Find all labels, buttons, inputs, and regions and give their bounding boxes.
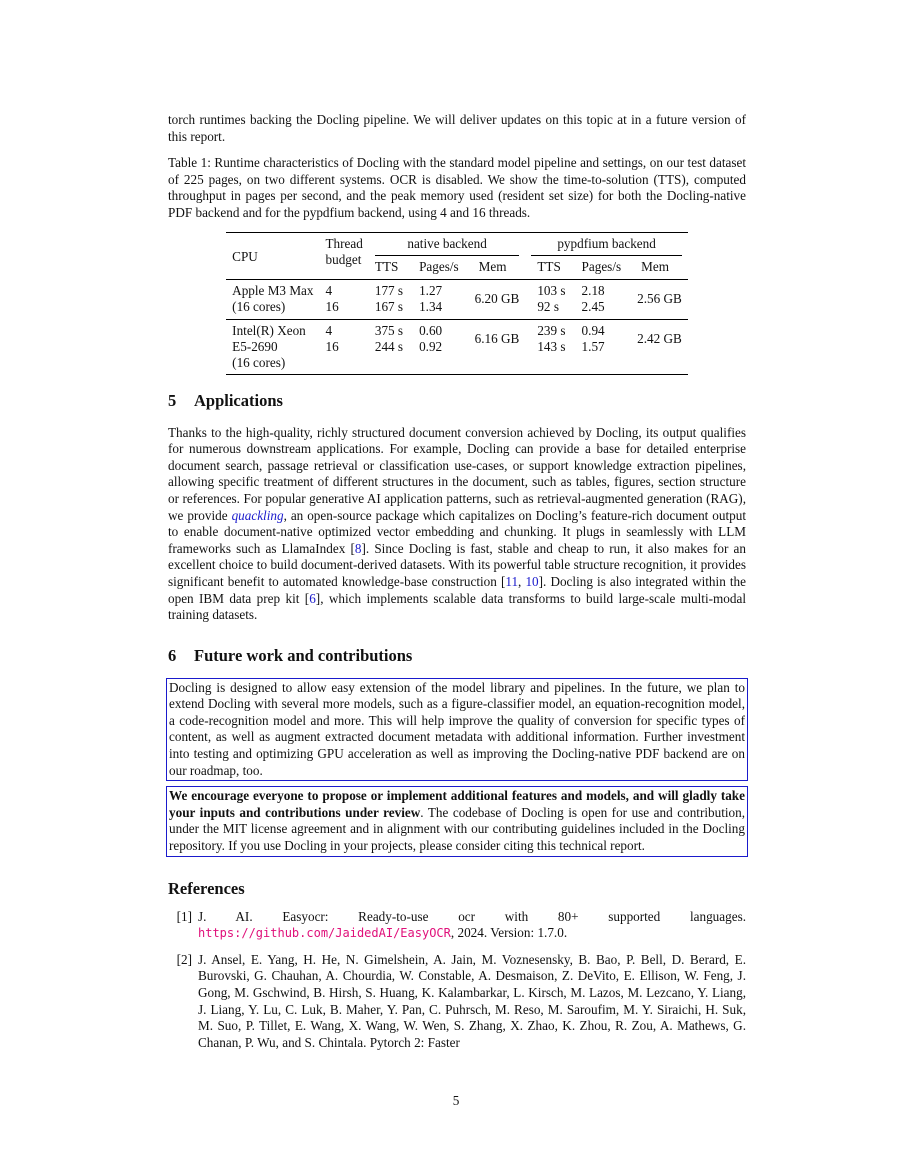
row-cpu: Intel(R) Xeon E5-2690 (16 cores): [232, 322, 306, 370]
row-native-tts: 177 s 167 s: [374, 282, 404, 314]
subheader-py-tts: TTS: [537, 258, 561, 274]
quackling-link[interactable]: quackling: [231, 507, 284, 523]
section-heading-applications: [168, 391, 746, 411]
reference-text: J. Ansel, E. Yang, H. He, N. Gimelshein, A. Jain, M. Voznesensky, B. Bao, P. Bell, D. Berard, E. Burovski, G. Chauhan, A. Chourdia, W. Constable, A. Desmaison, Z. DeVito, E. Ellison, W. Feng, J. Gong, M. Gschwind, B. Hirsh, S. Huang, K. Kalambarkar, L. Kirsch, M. Lazos, M. Lezcano, Y. Liang, J. Liang, Y. Lu, C. Luk, B. Maher, Y. Pan, C. Puhrsch, M. Reso, M. Saroufim, M. Y. Siraichi, H. Suk, M. Suo, P. Tillet, E. Wang, X. Wang, W. Wen, S. Zhang, X. Zhao, K. Zhou, R. Zou, A. Mathews, G. Chanan, P. Wu, and S. Chintala. Pytorch 2: Faster: [198, 951, 746, 1050]
citation-link[interactable]: 10: [525, 573, 539, 589]
subheader-native-pages: Pages/s: [419, 258, 459, 274]
header-native-backend: native backend: [369, 232, 525, 256]
row-native-pages: 0.60 0.92: [419, 322, 443, 354]
reference-text: J. AI. Easyocr: Ready-to-use ocr with 80+ supported languages. https://github.com/JaidedAI/EasyOCR, 2024. Version: 1.7.0.: [198, 908, 746, 941]
section-title: Applications: [194, 390, 283, 410]
citation-link[interactable]: 11: [505, 573, 519, 589]
table-row: [226, 279, 688, 319]
subheader-py-pages: Pages/s: [581, 258, 622, 274]
section-title: Future work and contributions: [194, 645, 413, 665]
reference-item: [168, 952, 746, 1052]
citation-link[interactable]: 6: [309, 590, 316, 606]
reference-label: [1]: [176, 908, 192, 924]
page-number: 5: [452, 1093, 460, 1108]
row-py-pages: 0.94 1.57: [581, 322, 605, 354]
row-native-mem: 6.20 GB: [474, 291, 520, 307]
runtime-table: [226, 232, 688, 375]
header-pypdfium-backend: pypdfium backend: [525, 232, 687, 256]
reference-item: [168, 909, 746, 942]
row-py-pages: 2.18 2.45: [581, 282, 605, 314]
applications-paragraph: Thanks to the high-quality, richly structured document conversion achieved by Docling, its output qualifies for numerous downstream applications. For example, Docling can provide a base for detailed enterprise document search, passage retrieval or classification use-cases, or support knowledge extraction pipelines, allowing specific treatment of different structures in the document, such as tables, figures, section structure or references. For popular generative AI application patterns, such as retrieval-augmented generation (RAG), we provide quackling, an open-source package which capitalizes on Docling’s feature-rich document output to enable document-native optimized vector embedding and chunking. It plugs in seamlessly with LLM frameworks such as LlamaIndex [8]. Since Docling is fast, stable and cheap to run, it also makes for an excellent choice to build document-derived datasets. With its powerful table structure recognition, it provides significant benefit to automated knowledge-base construction [11, 10]. Docling is also integrated within the open IBM data prep kit [6], which implements scalable data transforms to build large-scale multi-modal training datasets.: [168, 424, 746, 623]
row-py-mem: 2.56 GB: [637, 291, 682, 307]
contribution-emphasis: We encourage everyone to propose or implement additional features and models, and will gladly take your inputs and contributions under review: [169, 788, 745, 820]
row-cpu: Apple M3 Max (16 cores): [232, 282, 314, 314]
citation-link[interactable]: 8: [354, 540, 362, 556]
reference-label: [2]: [176, 951, 192, 967]
future-work-paragraph: Docling is designed to allow easy extension of the model library and pipelines. In the future, we plan to extend Docling with several more models, such as a figure-classifier model, an equation-recognition model, a code-recognition model and more. This will help improve the quality of conversion for specific types of content, as well as augment extracted document metadata with additional information. Further investment into testing and optimizing GPU acceleration as well as improving the Docling-native PDF backend are on our roadmap, too.: [166, 678, 748, 782]
subheader-native-tts: TTS: [374, 258, 399, 274]
row-threads: 4 16: [325, 322, 339, 354]
subheader-native-mem: Mem: [478, 258, 507, 274]
row-native-mem: 6.16 GB: [474, 330, 520, 346]
table-header-row: [226, 232, 688, 256]
page-body: [168, 112, 746, 1051]
row-threads: 4 16: [325, 282, 339, 314]
row-py-mem: 2.42 GB: [637, 330, 682, 346]
references-heading: References: [168, 878, 245, 898]
header-cpu: CPU: [232, 249, 258, 265]
row-py-tts: 103 s 92 s: [537, 282, 566, 314]
intro-paragraph: torch runtimes backing the Docling pipeline. We will deliver updates on this topic at in a future version of this report.: [168, 112, 746, 144]
header-thread-line2: budget: [325, 251, 362, 267]
section-number: 6: [168, 645, 177, 665]
row-native-tts: 375 s 244 s: [374, 322, 404, 354]
header-thread-budget: [320, 232, 369, 279]
contribution-paragraph: We encourage everyone to propose or implement additional features and models, and will gladly take your inputs and contributions under review. The codebase of Docling is open for use and contribution, under the MIT license agreement and in alignment with our contributing guidelines included in the Docling repository. If you use Docling in your projects, please consider citing this technical report.: [166, 786, 748, 856]
subheader-py-mem: Mem: [641, 258, 669, 274]
table-caption: Table 1: Runtime characteristics of Docling with the standard model pipeline and settings, on our test dataset of 225 pages, on two different systems. OCR is disabled. We show the time-to-solution (TTS), computed throughput in pages per second, and the peak memory used (resident set size) for both the Docling-native PDF backend and for the pypdfium backend, using 4 and 16 threads.: [168, 155, 746, 220]
section-heading-future-work: [168, 646, 746, 666]
reference-url-link[interactable]: https://github.com/JaidedAI/EasyOCR: [198, 926, 451, 941]
row-py-tts: 239 s 143 s: [537, 322, 566, 354]
table-row: [226, 319, 688, 374]
section-number: 5: [168, 390, 177, 410]
row-native-pages: 1.27 1.34: [419, 282, 443, 314]
header-thread-line1: Thread: [325, 235, 363, 251]
